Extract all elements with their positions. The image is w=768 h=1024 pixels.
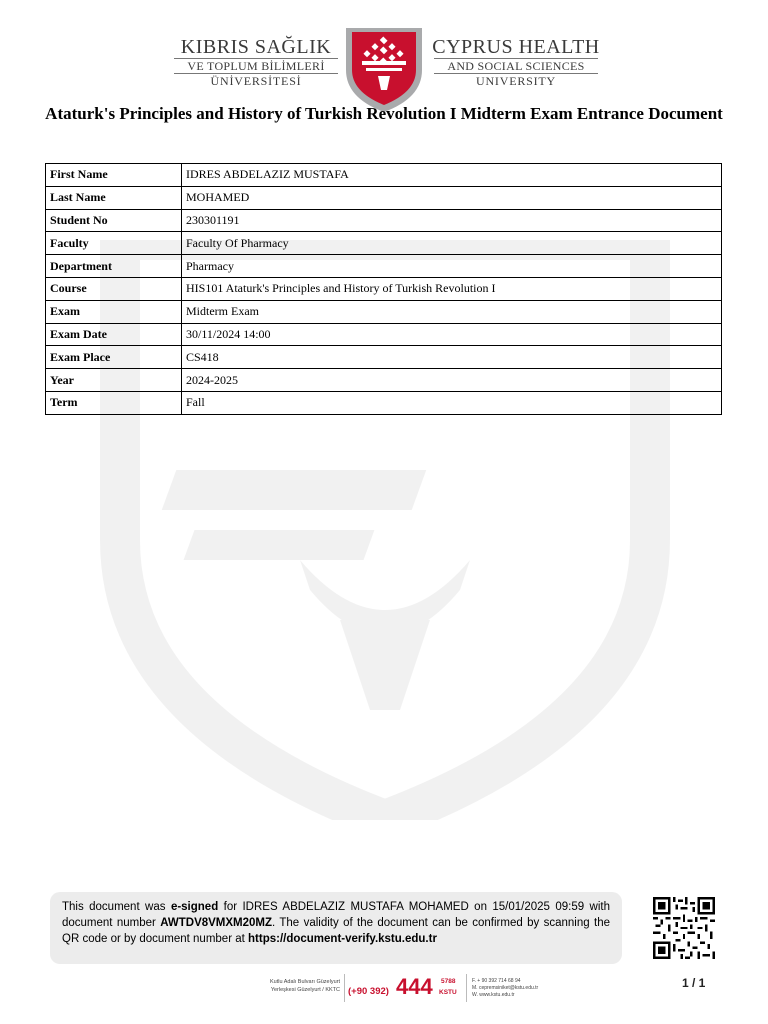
row-value: MOHAMED (182, 186, 722, 209)
row-label: Faculty (46, 232, 182, 255)
qr-code-icon[interactable] (651, 897, 717, 959)
phone-prefix: (+90 392) (348, 986, 389, 997)
table-row (46, 391, 722, 414)
row-label: Student No (46, 209, 182, 232)
page-footer (250, 974, 550, 1004)
row-label: First Name (46, 164, 182, 187)
verify-url-link[interactable]: https://document-verify.kstu.edu.tr (248, 933, 437, 945)
esigned-label: e-signed (170, 901, 219, 913)
table-row (46, 232, 722, 255)
notice-text-part1: This document was (62, 901, 171, 913)
university-shield-logo (344, 24, 424, 114)
row-value: Pharmacy (182, 255, 722, 278)
notice-text-part3: . The validity of the document can be confirmed by scanning the QR code or by document number at (62, 917, 610, 945)
table-row (46, 209, 722, 232)
document-title: Ataturk's Principles and History of Turkish Revolution I Midterm Exam Entrance Document (45, 104, 723, 123)
row-label: Course (46, 277, 182, 300)
row-value: 30/11/2024 14:00 (182, 323, 722, 346)
university-name-turkish (170, 36, 342, 89)
table-row (46, 369, 722, 392)
row-value: 2024-2025 (182, 369, 722, 392)
university-name-en-line3: UNIVERSITY (476, 74, 556, 88)
footer-contact (472, 978, 538, 999)
university-name-tr-line3: ÜNİVERSİTESİ (210, 74, 302, 88)
row-value: 230301191 (182, 209, 722, 232)
footer-address (250, 978, 340, 994)
address-line2: Yerleşkesi Güzelyurt / KKTC (270, 987, 340, 993)
phone-main: 444 (396, 974, 433, 999)
page-number: 1 / 1 (682, 976, 706, 990)
row-value: Fall (182, 391, 722, 414)
university-name-en-line2: AND SOCIAL SCIENCES (434, 58, 598, 74)
table-row (46, 323, 722, 346)
document-number: AWTDV8VMXM20MZ (160, 917, 273, 929)
footer-web: W. www.kstu.edu.tr (472, 992, 515, 998)
row-label: Year (46, 369, 182, 392)
row-value: IDRES ABDELAZIZ MUSTAFA (182, 164, 722, 187)
row-label: Last Name (46, 186, 182, 209)
row-value: Faculty Of Pharmacy (182, 232, 722, 255)
row-value: HIS101 Ataturk's Principles and History of Turkish Revolution I (182, 277, 722, 300)
row-label: Term (46, 391, 182, 414)
table-row (46, 164, 722, 187)
footer-divider (344, 974, 345, 1002)
row-label: Department (46, 255, 182, 278)
phone-word: KSTU (439, 989, 457, 996)
notice-text-part2: for IDRES ABDELAZIZ MUSTAFA MOHAMED on 15/01/2025 09:59 with document number (62, 901, 610, 929)
address-line1: Kutlu Adalı Bulvarı Güzelyurt (269, 979, 340, 985)
university-name-english (430, 36, 602, 89)
footer-fax: F. + 90 392 714 68 94 (472, 978, 521, 984)
table-row (46, 255, 722, 278)
student-info-table (45, 163, 722, 415)
row-value: Midterm Exam (182, 300, 722, 323)
university-name-tr-line2: VE TOPLUM BİLİMLERİ (174, 58, 338, 74)
table-row (46, 277, 722, 300)
table-row (46, 346, 722, 369)
footer-email: M. cepremsiniket@kstu.edu.tr (472, 985, 539, 991)
university-name-tr-line1: KIBRIS SAĞLIK (180, 36, 332, 58)
row-label: Exam (46, 300, 182, 323)
table-row (46, 186, 722, 209)
footer-divider (466, 974, 467, 1002)
row-value: CS418 (182, 346, 722, 369)
table-row (46, 300, 722, 323)
document-header (0, 12, 768, 104)
row-label: Exam Place (46, 346, 182, 369)
e-signature-notice (50, 892, 622, 964)
university-name-en-line1: CYPRUS HEALTH (432, 36, 600, 58)
phone-suffix: 5788 (441, 978, 456, 985)
row-label: Exam Date (46, 323, 182, 346)
